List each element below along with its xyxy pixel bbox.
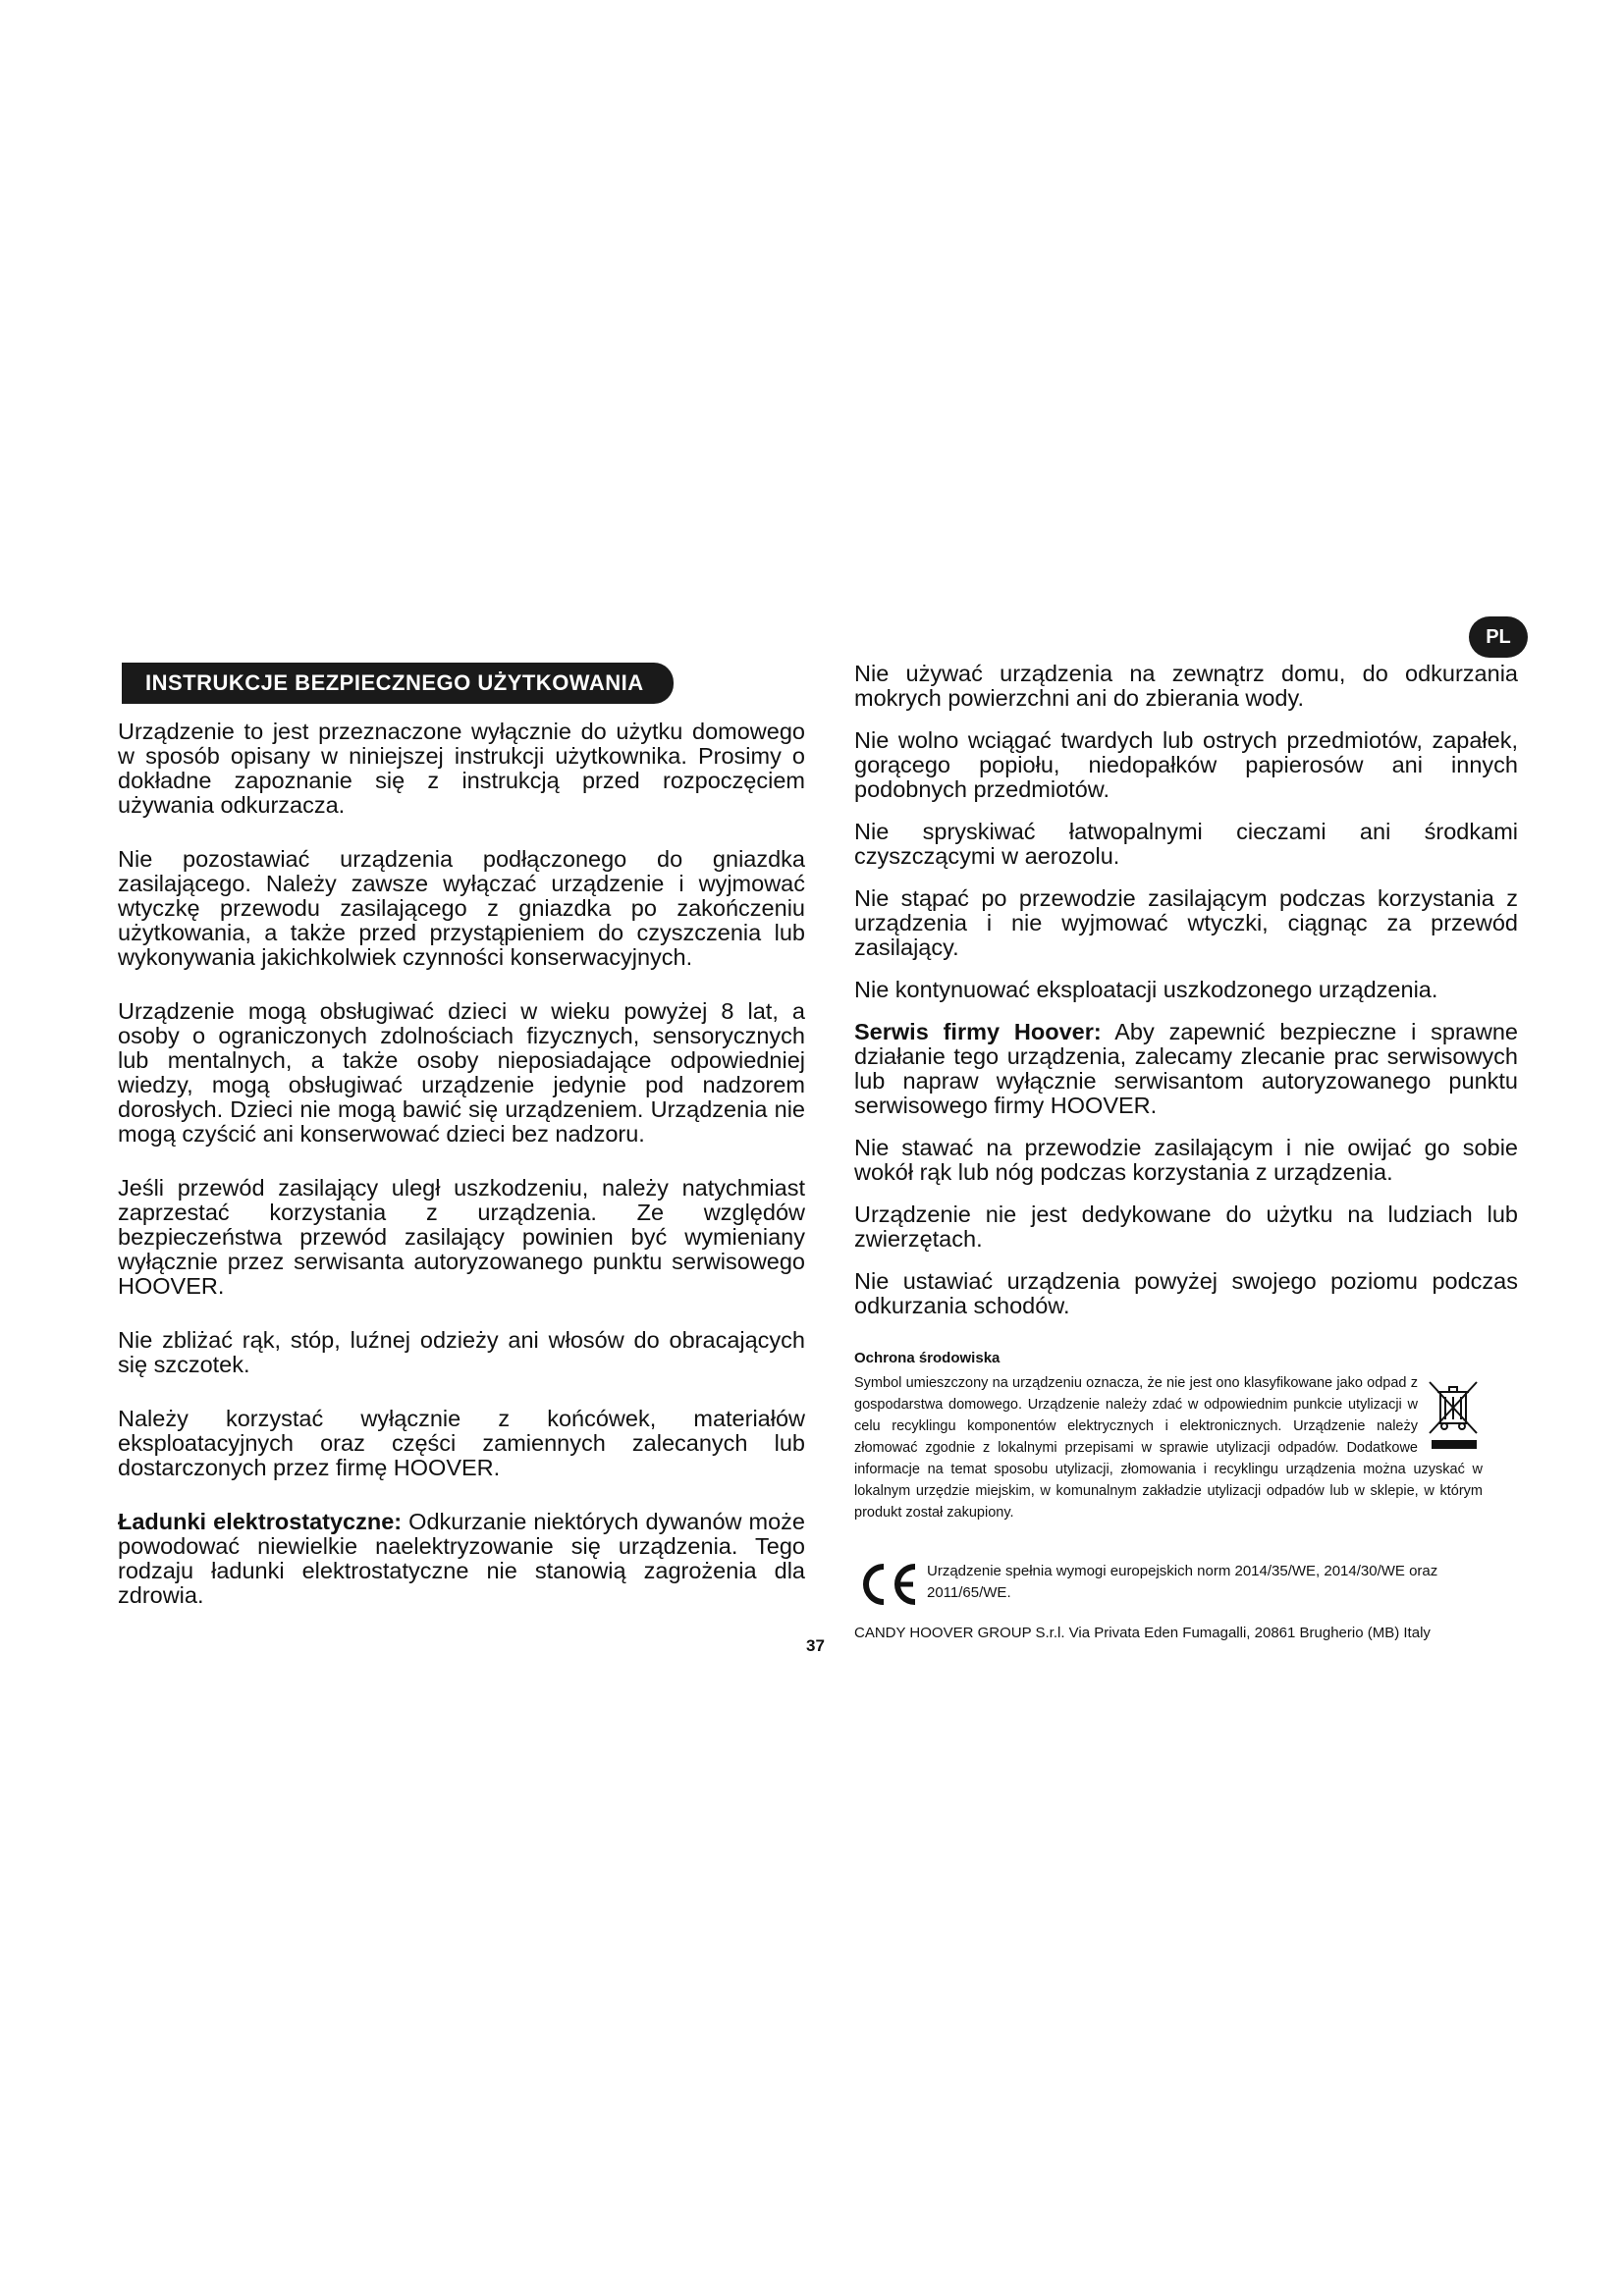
crossed-out-bin-icon — [1424, 1374, 1483, 1451]
cord-wrap-paragraph: Nie stawać na przewodzie zasilającym i nie owijać go sobie wokół rąk lub nóg podczas korzystania z urządzenia. — [854, 1135, 1518, 1185]
brushes-paragraph: Nie zbliżać rąk, stóp, luźnej odzieży ani włosów do obracających się szczotek. — [118, 1327, 805, 1377]
service-text: Aby zapewnić bezpieczne i sprawne działanie tego urządzenia, zalecamy zlecanie prac serwisowych lub napraw wyłącznie serwisantom autoryzowanego punktu serwisowego firmy HOOVER. — [854, 1019, 1518, 1118]
ce-section — [854, 1561, 1518, 1608]
language-badge: PL — [1469, 616, 1528, 658]
static-label: Ładunki elektrostatyczne: — [118, 1509, 403, 1534]
hard-objects-paragraph: Nie wolno wciągać twardych lub ostrych przedmiotów, zapałek, gorącego popiołu, niedopałków papierosów ani innych podobnych przedmiotów. — [854, 727, 1518, 802]
children-paragraph: Urządzenie mogą obsługiwać dzieci w wieku powyżej 8 lat, a osoby o ograniczonych zdolnościach fizycznych, sensorycznych lub mentalnych, a także osoby nieposiadające odpowiedniej wiedzy, mogą obsługiwać urządzenie jedynie pod nadzorem dorosłych. Dzieci nie mogą bawić się urządzeniem. Urządzenia nie mogą czyścić ani konserwować dzieci bez nadzoru. — [118, 998, 805, 1147]
manufacturer-address: CANDY HOOVER GROUP S.r.l. Via Privata Eden Fumagalli, 20861 Brugherio (MB) Italy — [854, 1625, 1431, 1641]
service-label: Serwis firmy Hoover: — [854, 1019, 1102, 1044]
right-column — [854, 662, 1518, 1336]
stairs-paragraph: Nie ustawiać urządzenia powyżej swojego poziomu podczas odkurzania schodów. — [854, 1268, 1518, 1318]
environment-title: Ochrona środowiska — [854, 1350, 1001, 1366]
damaged-device-paragraph: Nie kontynuować eksploatacji uszkodzonego urządzenia. — [854, 977, 1438, 1002]
damaged-cord-paragraph: Jeśli przewód zasilający uległ uszkodzeniu, należy natychmiast zaprzestać korzystania z urządzenia. Ze względów bezpieczeństwa przewód zasilający powinien być wymieniany wyłącznie przez serwisanta autoryzowanego punktu serwisowego HOOVER. — [118, 1175, 805, 1299]
static-text: Odkurzanie niektórych dywanów może powodować niewielkie naelektryzowanie się urządzenia. Tego rodzaju ładunki elektrostatyczne nie stanowią zagrożenia dla zdrowia. — [118, 1509, 805, 1608]
page-number: 37 — [806, 1636, 825, 1655]
ce-mark-icon — [854, 1561, 921, 1608]
environment-text: Symbol umieszczony na urządzeniu oznacza, że nie jest ono klasyfikowane jako odpad z gospodarstwa domowego. Urządzenie należy zdać w odpowiednim punkcie utylizacji w celu recyklingu komponentów elektrycznych i elektronicznych. Urządzenie należy złomować zgodnie z lokalnymi przepisami w sprawie utylizacji odpadów. Dodatkowe informacje na temat sposobu utylizacji, złomowania i recyklingu urządzenia można uzyskać w lokalnym urzędzie miejskim, w komunalnym zakładzie utylizacji odpadów lub w sklepie, w którym produkt został zakupiony. — [854, 1375, 1483, 1521]
left-column — [118, 663, 805, 1637]
accessories-paragraph: Należy korzystać wyłącznie z końcówek, materiałów eksploatacyjnych oraz części zamiennych zalecanych lub dostarczonych przez firmę HOOVER. — [118, 1406, 805, 1480]
flammable-paragraph: Nie spryskiwać łatwopalnymi cieczami ani środkami czyszczącymi w aerozolu. — [854, 819, 1518, 869]
static-paragraph — [118, 1510, 805, 1608]
intro-paragraph: Urządzenie to jest przeznaczone wyłącznie do użytku domowego w sposób opisany w niniejszej instrukcji użytkownika. Prosimy o dokładne zapoznanie się z instrukcją przed rozpoczęciem używania odkurzacza. — [118, 719, 805, 818]
people-animals-paragraph: Urządzenie nie jest dedykowane do użytku na ludziach lub zwierzętach. — [854, 1201, 1518, 1252]
cord-step-paragraph: Nie stąpać po przewodzie zasilającym podczas korzystania z urządzenia i nie wyjmować wtyczki, ciągnąc za przewód zasilający. — [854, 885, 1518, 960]
environment-section — [854, 1350, 1483, 1523]
service-paragraph — [854, 1020, 1518, 1118]
section-title: INSTRUKCJE BEZPIECZNEGO UŻYTKOWANIA — [122, 663, 674, 704]
unplug-paragraph: Nie pozostawiać urządzenia podłączonego do gniazdka zasilającego. Należy zawsze wyłączać urządzenie i wyjmować wtyczkę przewodu zasilającego z gniazdka po zakończeniu użytkowania, a także przed przystąpieniem do czyszczenia lub wykonywania jakichkolwiek czynności konserwacyjnych. — [118, 846, 805, 970]
outdoor-paragraph: Nie używać urządzenia na zewnątrz domu, do odkurzania mokrych powierzchni ani do zbierania wody. — [854, 661, 1518, 711]
ce-text: Urządzenie spełnia wymogi europejskich norm 2014/35/WE, 2014/30/WE oraz 2011/65/WE. — [927, 1563, 1438, 1601]
